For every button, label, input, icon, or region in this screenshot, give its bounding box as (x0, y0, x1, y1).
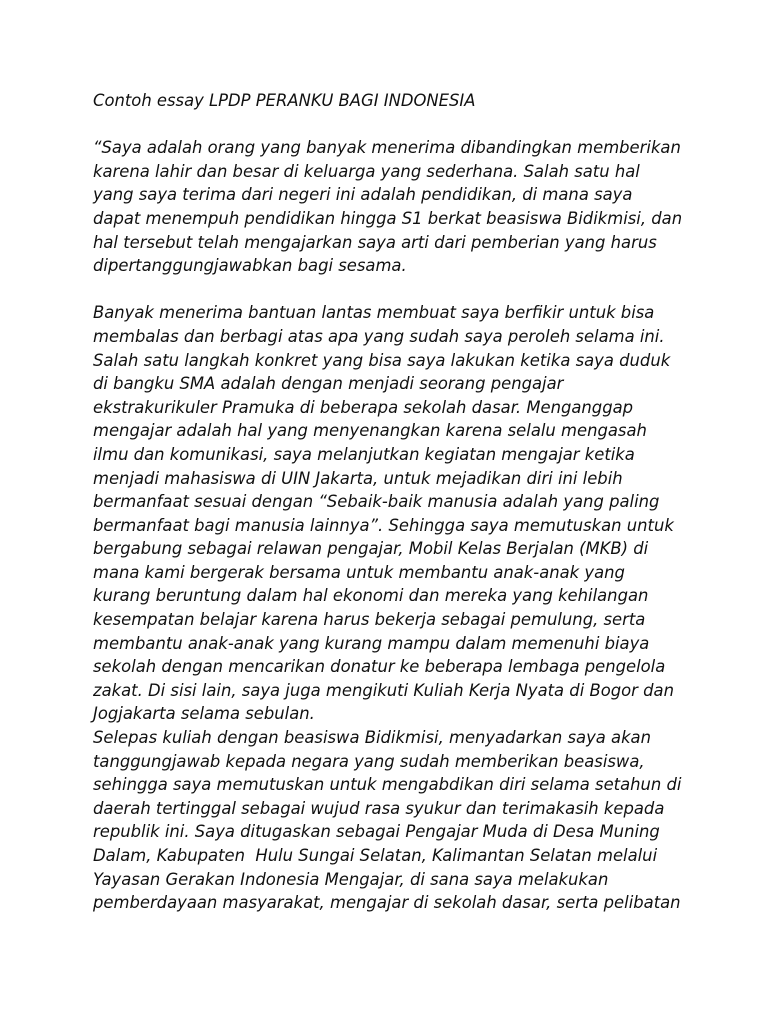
text-line: bergabung sebagai relawan pengajar, Mobil Kelas Berjalan (MKB) di (93, 539, 649, 559)
text-line: membalas dan berbagi atas apa yang sudah saya peroleh selama ini. (93, 326, 665, 346)
text-line: membantu anak-anak yang kurang mampu dalam memenuhi biaya (93, 633, 650, 653)
text-line: Salah satu langkah konkret yang bisa saya lakukan ketika saya duduk (93, 350, 671, 370)
text-line: bermanfaat sesuai dengan “Sebaik-baik manusia adalah yang paling (93, 492, 660, 512)
paragraph-2 (93, 301, 693, 726)
text-line: “Saya adalah orang yang banyak menerima dibandingkan memberikan (93, 138, 681, 158)
text-line: dapat menempuh pendidikan hingga S1 berkat beasiswa Bidikmisi, dan (93, 208, 683, 228)
document-body (93, 89, 693, 915)
text-line: menjadi mahasiswa di UIN Jakarta, untuk mejadikan diri ini lebih (93, 468, 623, 488)
text-line: hal tersebut telah mengajarkan saya arti dari pemberian yang harus (93, 232, 657, 252)
text-line: Jogjakarta selama sebulan. (93, 704, 315, 724)
text-line: mengajar adalah hal yang menyenangkan karena selalu mengasah (93, 421, 647, 441)
blank-line (93, 278, 693, 302)
paragraph-1 (93, 136, 693, 278)
text-line: karena lahir dan besar di keluarga yang sederhana. Salah satu hal (93, 161, 640, 181)
text-line: sekolah dengan mencarikan donatur ke beberapa lembaga pengelola (93, 657, 666, 677)
text-line: pemberdayaan masyarakat, mengajar di sekolah dasar, serta pelibatan (93, 893, 681, 913)
text-line: kurang beruntung dalam hal ekonomi dan mereka yang kehilangan (93, 586, 649, 606)
text-line: Banyak menerima bantuan lantas membuat saya berfikir untuk bisa (93, 303, 655, 323)
document-title: Contoh essay LPDP PERANKU BAGI INDONESIA (93, 91, 476, 110)
text-line: ilmu dan komunikasi, saya melanjutkan kegiatan mengajar ketika (93, 444, 635, 464)
text-line: daerah tertinggal sebagai wujud rasa syukur dan terimakasih kepada (93, 798, 665, 818)
text-line: kesempatan belajar karena harus bekerja sebagai pemulung, serta (93, 610, 646, 630)
text-line: ekstrakurikuler Pramuka di beberapa sekolah dasar. Menganggap (93, 397, 634, 417)
text-line: di bangku SMA adalah dengan menjadi seorang pengajar (93, 374, 564, 394)
text-line: tanggungjawab kepada negara yang sudah memberikan beasiswa, (93, 751, 645, 771)
text-line: republik ini. Saya ditugaskan sebagai Pengajar Muda di Desa Muning (93, 822, 660, 842)
blank-line (93, 113, 693, 137)
text-line: Yayasan Gerakan Indonesia Mengajar, di sana saya melakukan (93, 869, 609, 889)
text-line: yang saya terima dari negeri ini adalah pendidikan, di mana saya (93, 185, 633, 205)
text-line: bermanfaat bagi manusia lainnya”. Sehingga saya memutuskan untuk (93, 515, 674, 535)
text-line: Selepas kuliah dengan beasiswa Bidikmisi, menyadarkan saya akan (93, 728, 651, 748)
paragraph-3 (93, 726, 693, 915)
text-line: mana kami bergerak bersama untuk membantu anak-anak yang (93, 562, 625, 582)
text-line: Dalam, Kabupaten Hulu Sungai Selatan, Kalimantan Selatan melalui (93, 846, 658, 865)
text-line: dipertanggungjawabkan bagi sesama. (93, 256, 407, 276)
text-line: zakat. Di sisi lain, saya juga mengikuti Kuliah Kerja Nyata di Bogor dan (93, 680, 674, 700)
text-line: sehingga saya memutuskan untuk mengabdikan diri selama setahun di (93, 775, 682, 795)
